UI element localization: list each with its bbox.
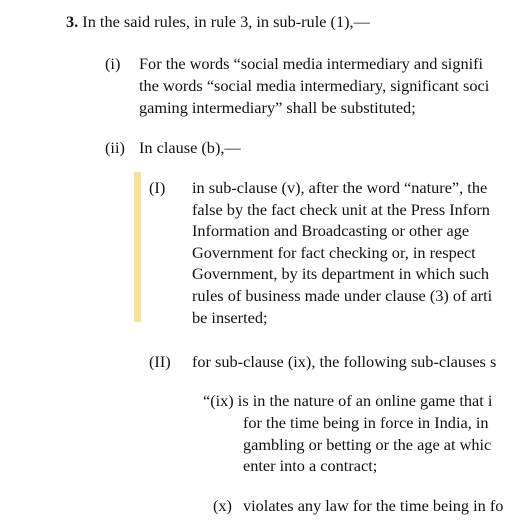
- item-ii-text: In clause (b),—: [139, 138, 241, 157]
- sub-I-line-6: rules of business made under clause (3) of arti: [192, 286, 493, 305]
- rule-3-heading: [66, 11, 370, 32]
- sub-I-line-7: be inserted;: [192, 308, 268, 327]
- item-ii-marker: (ii): [105, 138, 125, 157]
- sub-I-line-5: Government, by its department in which such: [192, 264, 490, 283]
- sub-I-marker: (I): [149, 178, 166, 197]
- sub-I-line-4: Government for fact checking or, in respect: [192, 243, 476, 262]
- clause-x-text: violates any law for the time being in fo: [243, 496, 504, 515]
- sub-I-line-2: false by the fact check unit at the Press Inforn: [192, 200, 490, 219]
- sub-I-line-1: in sub-clause (v), after the word “nature”, the: [192, 178, 488, 197]
- sub-II-text: for sub-clause (ix), the following sub-clauses s: [192, 352, 497, 371]
- sub-I-line-3: Information and Broadcasting or other age: [192, 221, 470, 240]
- rule-3-text: In the said rules, in rule 3, in sub-rule (1),—: [78, 12, 370, 31]
- highlight-margin-bar: [134, 172, 141, 322]
- clause-ix-line-4: enter into a contract;: [243, 456, 378, 475]
- item-i-marker: (i): [105, 54, 121, 73]
- item-i-line-1: For the words “social media intermediary and signifi: [139, 54, 484, 73]
- clause-ix-line-1: “(ix) is in the nature of an online game that i: [203, 391, 493, 410]
- rule-number: 3.: [66, 12, 79, 31]
- clause-ix-line-2: for the time being in force in India, in: [243, 413, 489, 432]
- sub-II-marker: (II): [149, 352, 171, 371]
- item-i-line-2: the words “social media intermediary, significant soci: [139, 76, 490, 95]
- clause-ix-line-3: gambling or betting or the age at whic: [243, 435, 492, 454]
- clause-x-marker: (x): [213, 496, 232, 515]
- item-i-line-3: gaming intermediary” shall be substituted;: [139, 98, 416, 117]
